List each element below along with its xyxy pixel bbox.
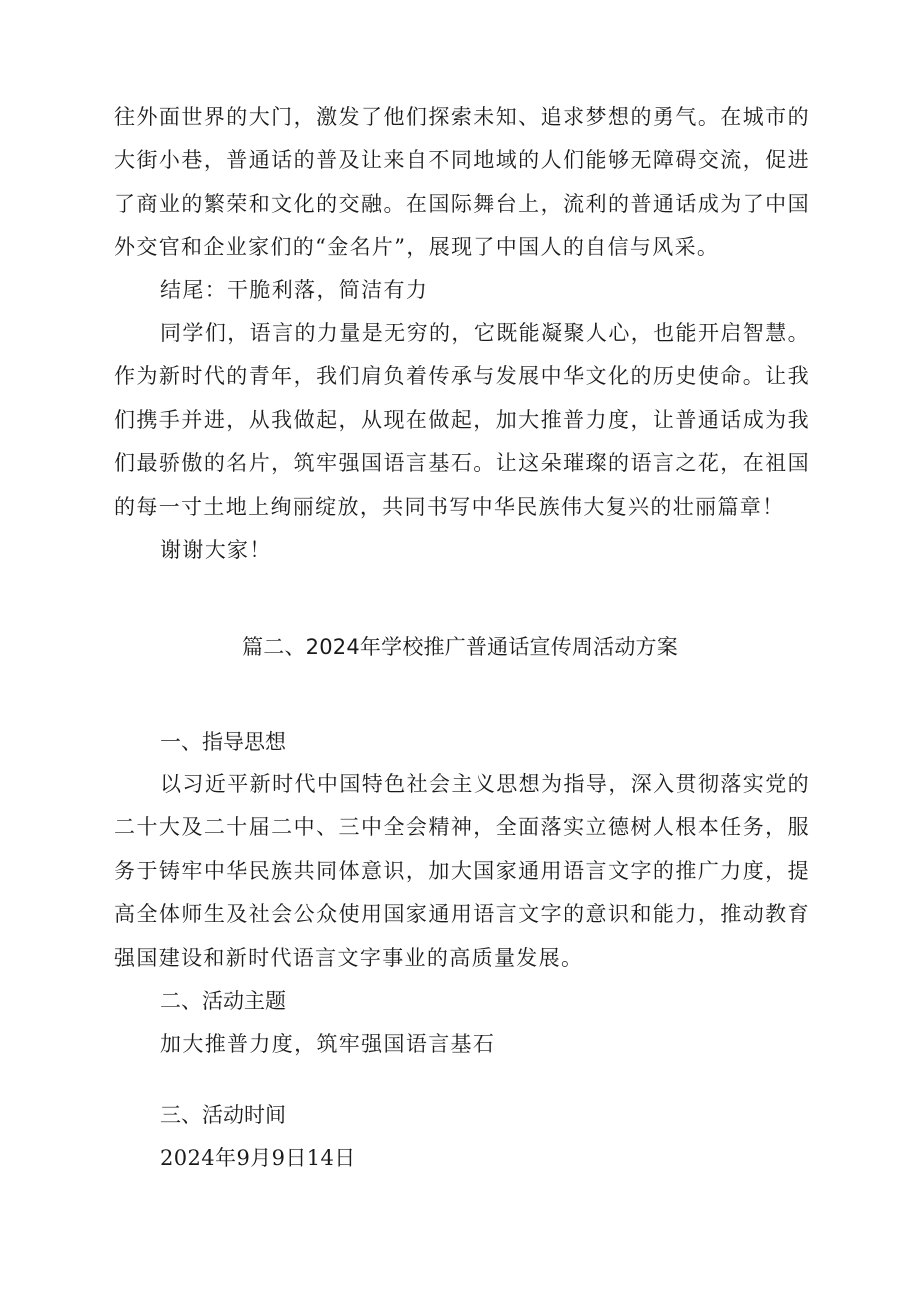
section-body-activity-time: 2024年9月9日14日 <box>160 1146 356 1170</box>
closing-paragraph: 同学们，语言的力量是无穷的，它既能凝聚人心，也能开启智慧。作为新时代的青年，我们肩负着传承与发展中华文化的历史使命。让我们携手并进，从我做起，从现在做起，加大推普力度，让普通话成为我们最骄傲的名片，筑牢强国语言基石。让这朵璀璨的语言之花，在祖国的每一寸土地上绚丽绽放，共同书写中华民族伟大复兴的壮丽篇章！ <box>114 321 810 519</box>
section-body-activity-theme: 加大推普力度，筑牢强国语言基石 <box>160 1032 496 1056</box>
article-title: 篇二、2024年学校推广普通话宣传周活动方案 <box>242 635 678 659</box>
section-body-guiding-thought: 以习近平新时代中国特色社会主义思想为指导，深入贯彻落实党的二十大及二十届二中、三中全会精神，全面落实立德树人根本任务，服务于铸牢中华民族共同体意识，加大国家通用语言文字的推广力度，提高全体师生及社会公众使用国家通用语言文字的意识和能力，推动教育强国建设和新时代语言文字事业的高质量发展。 <box>114 772 810 970</box>
intro-paragraph: 往外面世界的大门，激发了他们探索未知、追求梦想的勇气。在城市的大街小巷，普通话的普及让来自不同地域的人们能够无障碍交流，促进了商业的繁荣和文化的交融。在国际舞台上，流利的普通话成为了中国外交官和企业家们的“金名片”，展现了中国人的自信与风采。 <box>114 105 810 260</box>
section-heading-activity-theme: 二、活动主题 <box>160 989 286 1013</box>
section-heading-guiding-thought: 一、指导思想 <box>160 730 286 754</box>
ending-label: 结尾：干脆利落，简洁有力 <box>160 278 429 302</box>
section-heading-activity-time: 三、活动时间 <box>160 1103 286 1127</box>
thanks-line: 谢谢大家！ <box>160 538 272 562</box>
